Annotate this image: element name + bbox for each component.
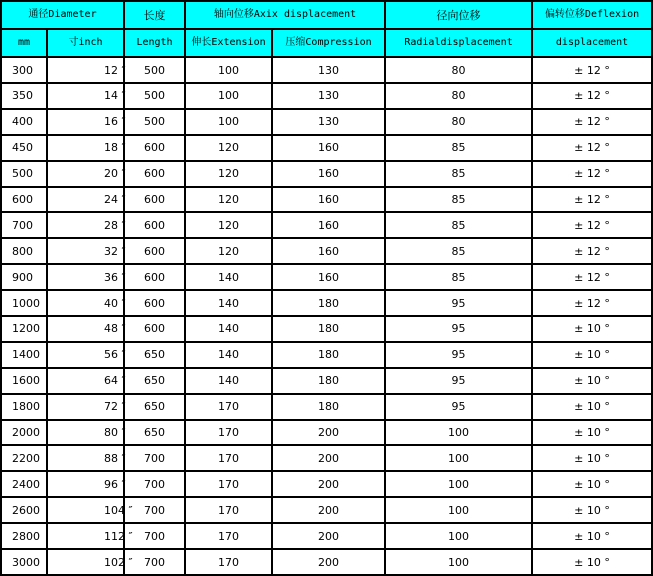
- diameter-inch-cell: 72 ″: [47, 394, 124, 420]
- radial-en-header: Radialdisplacement: [385, 29, 532, 57]
- deflection-header: 偏转位移Deflexion: [532, 1, 652, 29]
- compression-cell: 180: [272, 342, 385, 368]
- length-cell: 600: [124, 135, 185, 161]
- diameter-mm-cell: 2200: [1, 445, 47, 471]
- deflection-cell: ± 10 °: [532, 368, 652, 394]
- deflection-cell: ± 10 °: [532, 342, 652, 368]
- radial-cell: 85: [385, 161, 532, 187]
- diameter-header: 通径Diameter: [1, 1, 124, 29]
- mm-header: mm: [1, 29, 47, 57]
- diameter-mm-cell: 1600: [1, 368, 47, 394]
- radial-cell: 100: [385, 471, 532, 497]
- table-row: [1, 523, 652, 549]
- table-row: [1, 549, 652, 575]
- diameter-mm-cell: 2000: [1, 420, 47, 446]
- length-cell: 700: [124, 471, 185, 497]
- inch-header: 寸inch: [47, 29, 124, 57]
- diameter-inch-cell: 112 ″: [47, 523, 124, 549]
- extension-cell: 170: [185, 497, 272, 523]
- length-cell: 650: [124, 420, 185, 446]
- diameter-mm-cell: 800: [1, 238, 47, 264]
- deflection-cell: ± 10 °: [532, 420, 652, 446]
- diameter-mm-cell: 700: [1, 212, 47, 238]
- radial-cell: 80: [385, 109, 532, 135]
- compression-cell: 200: [272, 445, 385, 471]
- extension-cell: 100: [185, 83, 272, 109]
- deflection-cell: ± 12 °: [532, 161, 652, 187]
- extension-cell: 140: [185, 342, 272, 368]
- table-body: [1, 1, 652, 575]
- table-row: [1, 316, 652, 342]
- length-cell: 650: [124, 368, 185, 394]
- radial-cell: 100: [385, 497, 532, 523]
- length-cell: 600: [124, 264, 185, 290]
- deflection-cell: ± 10 °: [532, 523, 652, 549]
- table-row: [1, 264, 652, 290]
- table-row: [1, 161, 652, 187]
- extension-cell: 120: [185, 238, 272, 264]
- table-row: [1, 394, 652, 420]
- deflection-cell: ± 12 °: [532, 290, 652, 316]
- length-cell: 600: [124, 316, 185, 342]
- diameter-inch-cell: 20 ″: [47, 161, 124, 187]
- extension-cell: 100: [185, 109, 272, 135]
- compression-cell: 180: [272, 290, 385, 316]
- extension-cell: 120: [185, 161, 272, 187]
- diameter-mm-cell: 3000: [1, 549, 47, 575]
- length-en-header: Length: [124, 29, 185, 57]
- table-row: [1, 290, 652, 316]
- extension-cell: 120: [185, 135, 272, 161]
- deflection-en-header: displacement: [532, 29, 652, 57]
- diameter-mm-cell: 1800: [1, 394, 47, 420]
- diameter-inch-cell: 32 ″: [47, 238, 124, 264]
- length-cell: 600: [124, 187, 185, 213]
- length-cell: 700: [124, 497, 185, 523]
- diameter-mm-cell: 350: [1, 83, 47, 109]
- extension-cell: 120: [185, 187, 272, 213]
- compression-cell: 130: [272, 109, 385, 135]
- length-cell: 650: [124, 342, 185, 368]
- diameter-inch-cell: 16 ″: [47, 109, 124, 135]
- header-row-2: [1, 29, 652, 57]
- deflection-cell: ± 12 °: [532, 57, 652, 83]
- diameter-mm-cell: 600: [1, 187, 47, 213]
- radial-cell: 100: [385, 523, 532, 549]
- extension-cell: 120: [185, 212, 272, 238]
- deflection-cell: ± 12 °: [532, 187, 652, 213]
- diameter-mm-cell: 2400: [1, 471, 47, 497]
- extension-cell: 170: [185, 394, 272, 420]
- length-cell: 600: [124, 290, 185, 316]
- diameter-mm-cell: 2600: [1, 497, 47, 523]
- diameter-mm-cell: 900: [1, 264, 47, 290]
- compression-cell: 160: [272, 264, 385, 290]
- diameter-inch-cell: 88 ″: [47, 445, 124, 471]
- extension-cell: 170: [185, 471, 272, 497]
- length-cell: 600: [124, 161, 185, 187]
- deflection-cell: ± 12 °: [532, 83, 652, 109]
- extension-cell: 140: [185, 316, 272, 342]
- length-cell: 650: [124, 394, 185, 420]
- radial-cell: 85: [385, 135, 532, 161]
- diameter-mm-cell: 1400: [1, 342, 47, 368]
- length-cell: 700: [124, 445, 185, 471]
- compression-cell: 160: [272, 161, 385, 187]
- compression-cell: 130: [272, 83, 385, 109]
- diameter-inch-cell: 18 ″: [47, 135, 124, 161]
- compression-header: 压缩Compression: [272, 29, 385, 57]
- deflection-cell: ± 10 °: [532, 471, 652, 497]
- radial-displacement-header: 径向位移: [385, 1, 532, 29]
- diameter-inch-cell: 36 ″: [47, 264, 124, 290]
- deflection-cell: ± 10 °: [532, 549, 652, 575]
- diameter-mm-cell: 300: [1, 57, 47, 83]
- length-cell: 600: [124, 212, 185, 238]
- length-cell: 500: [124, 109, 185, 135]
- extension-cell: 140: [185, 290, 272, 316]
- radial-cell: 95: [385, 368, 532, 394]
- radial-cell: 85: [385, 238, 532, 264]
- deflection-cell: ± 12 °: [532, 264, 652, 290]
- length-cell: 600: [124, 238, 185, 264]
- radial-cell: 80: [385, 83, 532, 109]
- table-row: [1, 83, 652, 109]
- extension-header: 伸长Extension: [185, 29, 272, 57]
- extension-cell: 140: [185, 264, 272, 290]
- table-row: [1, 420, 652, 446]
- table-row: [1, 497, 652, 523]
- extension-cell: 140: [185, 368, 272, 394]
- radial-cell: 95: [385, 394, 532, 420]
- deflection-cell: ± 10 °: [532, 394, 652, 420]
- length-cell: 500: [124, 83, 185, 109]
- diameter-inch-cell: 14 ″: [47, 83, 124, 109]
- length-cell: 700: [124, 523, 185, 549]
- diameter-inch-cell: 12 ″: [47, 57, 124, 83]
- radial-cell: 85: [385, 264, 532, 290]
- table-row: [1, 342, 652, 368]
- diameter-inch-cell: 80 ″: [47, 420, 124, 446]
- table-row: [1, 57, 652, 83]
- deflection-cell: ± 12 °: [532, 109, 652, 135]
- radial-cell: 95: [385, 342, 532, 368]
- diameter-mm-cell: 500: [1, 161, 47, 187]
- table-row: [1, 109, 652, 135]
- axial-displacement-header: 轴向位移Axix displacement: [185, 1, 385, 29]
- radial-cell: 95: [385, 290, 532, 316]
- diameter-inch-cell: 24 ″: [47, 187, 124, 213]
- diameter-mm-cell: 1200: [1, 316, 47, 342]
- length-cell: 700: [124, 549, 185, 575]
- deflection-cell: ± 12 °: [532, 135, 652, 161]
- deflection-cell: ± 10 °: [532, 316, 652, 342]
- compression-cell: 180: [272, 316, 385, 342]
- radial-cell: 95: [385, 316, 532, 342]
- radial-cell: 100: [385, 549, 532, 575]
- table-row: [1, 368, 652, 394]
- extension-cell: 170: [185, 445, 272, 471]
- deflection-cell: ± 10 °: [532, 497, 652, 523]
- diameter-mm-cell: 2800: [1, 523, 47, 549]
- length-cell: 500: [124, 57, 185, 83]
- radial-cell: 100: [385, 420, 532, 446]
- diameter-mm-cell: 400: [1, 109, 47, 135]
- compression-cell: 160: [272, 212, 385, 238]
- table-row: [1, 212, 652, 238]
- diameter-inch-cell: 64 ″: [47, 368, 124, 394]
- diameter-inch-cell: 96 ″: [47, 471, 124, 497]
- compression-cell: 200: [272, 497, 385, 523]
- diameter-inch-cell: 104 ″: [47, 497, 124, 523]
- radial-cell: 80: [385, 57, 532, 83]
- deflection-cell: ± 10 °: [532, 445, 652, 471]
- deflection-cell: ± 12 °: [532, 238, 652, 264]
- diameter-inch-cell: 102 ″: [47, 549, 124, 575]
- extension-cell: 170: [185, 549, 272, 575]
- diameter-mm-cell: 1000: [1, 290, 47, 316]
- diameter-inch-cell: 28 ″: [47, 212, 124, 238]
- deflection-cell: ± 12 °: [532, 212, 652, 238]
- compression-cell: 200: [272, 549, 385, 575]
- extension-cell: 170: [185, 420, 272, 446]
- table-row: [1, 238, 652, 264]
- radial-cell: 85: [385, 212, 532, 238]
- extension-cell: 100: [185, 57, 272, 83]
- compression-cell: 200: [272, 420, 385, 446]
- radial-cell: 100: [385, 445, 532, 471]
- diameter-mm-cell: 450: [1, 135, 47, 161]
- radial-cell: 85: [385, 187, 532, 213]
- diameter-inch-cell: 40 ″: [47, 290, 124, 316]
- table-row: [1, 187, 652, 213]
- diameter-inch-cell: 48 ″: [47, 316, 124, 342]
- compression-cell: 200: [272, 523, 385, 549]
- compression-cell: 160: [272, 238, 385, 264]
- table-row: [1, 471, 652, 497]
- table-row: [1, 135, 652, 161]
- compression-cell: 160: [272, 135, 385, 161]
- diameter-inch-cell: 56 ″: [47, 342, 124, 368]
- extension-cell: 170: [185, 523, 272, 549]
- header-row-1: [1, 1, 652, 29]
- compression-cell: 160: [272, 187, 385, 213]
- compression-cell: 200: [272, 471, 385, 497]
- compression-cell: 130: [272, 57, 385, 83]
- table-row: [1, 445, 652, 471]
- compression-cell: 180: [272, 394, 385, 420]
- compression-cell: 180: [272, 368, 385, 394]
- length-header: 长度: [124, 1, 185, 29]
